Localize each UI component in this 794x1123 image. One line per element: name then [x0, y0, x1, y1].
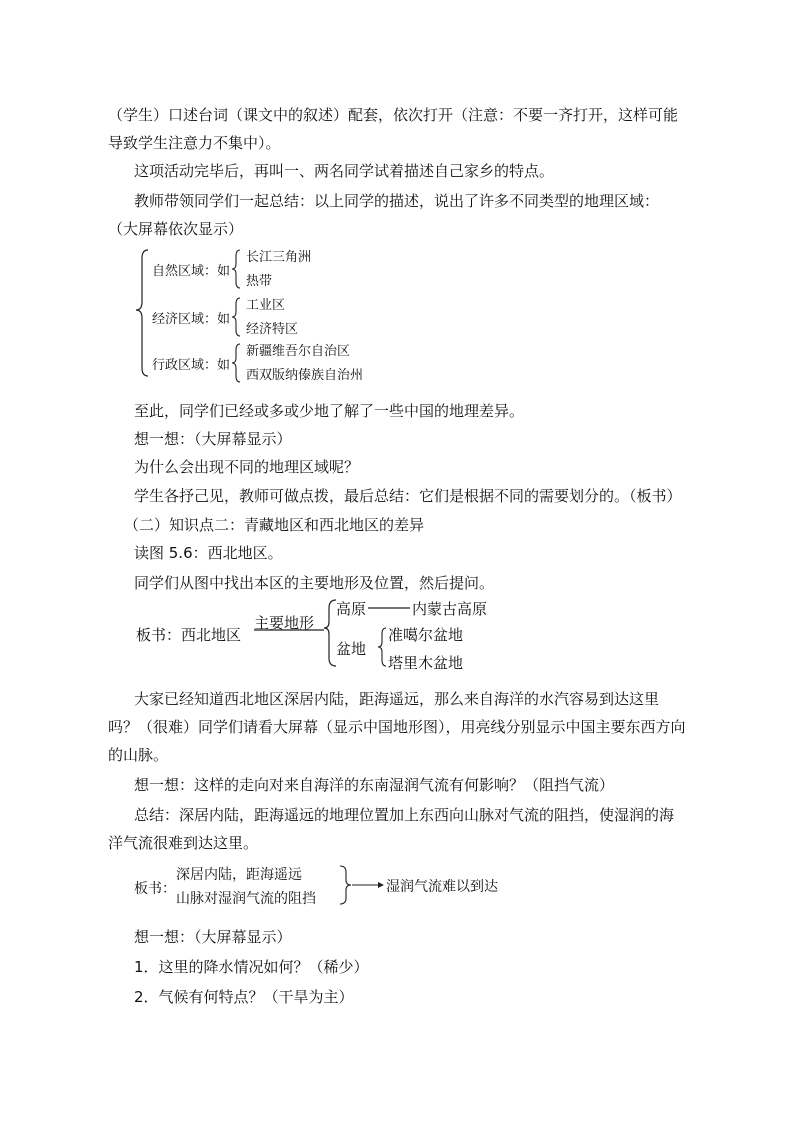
paragraph-line: 大家已经知道西北地区深居内陆，距海遥远，那么来自海洋的水汽容易到达这里	[134, 690, 660, 708]
basin-label: 盆地	[336, 640, 367, 658]
northwest-terrain-board	[130, 594, 510, 674]
summary-line: 洋气流很难到达这里。	[108, 834, 259, 852]
question-item: 2．气候有何特点？（干旱为主）	[134, 988, 354, 1006]
paragraph: 至此，同学们已经或多或少地了解了一些中国的地理差异。	[134, 402, 525, 420]
natural-region-item: 热带	[246, 274, 273, 289]
plateau-label: 高原	[336, 600, 367, 618]
paragraph-line: （大屏幕依次显示）	[108, 220, 244, 238]
result-text: 湿润气流难以到达	[386, 879, 498, 895]
board-main-terrain: 主要地形	[254, 614, 315, 632]
paragraph: 这项活动完毕后，再叫一、两名同学试着描述自己家乡的特点。	[134, 162, 555, 180]
natural-region-item: 长江三角洲	[246, 250, 312, 265]
think-prompt: 想一想：（大屏幕显示）	[134, 430, 292, 448]
think-prompt: 想一想：这样的走向对来自海洋的东南湿润气流有何影响？（阻挡气流）	[134, 776, 615, 794]
think-prompt: 想一想：（大屏幕显示）	[134, 928, 292, 946]
figure-reference: 读图 5.6：西北地区。	[134, 544, 283, 562]
economic-region-item: 经济特区	[246, 322, 299, 337]
paragraph: 同学们从图中找出本区的主要地形及位置，然后提问。	[134, 574, 495, 592]
paragraph-line: 的山脉。	[108, 746, 169, 764]
climate-board	[134, 862, 534, 910]
cause-item: 山脉对湿润气流的阻挡	[176, 891, 316, 907]
board-prefix: 板书：西北地区	[136, 626, 242, 644]
basin-item: 准噶尔盆地	[388, 626, 464, 644]
paragraph-line: 教师带领同学们一起总结：以上同学的描述，说出了许多不同类型的地理区域：	[134, 192, 660, 210]
paragraph-line: 导致学生注意力不集中）。	[108, 134, 281, 152]
question-item: 1．这里的降水情况如何？（稀少）	[134, 958, 369, 976]
economic-region-item: 工业区	[246, 298, 286, 313]
question: 为什么会出现不同的地理区域呢？	[134, 458, 360, 476]
paragraph-line: （学生）口述台词（课文中的叙述）配套，依次打开（注意：不要一齐打开，这样可能	[108, 106, 679, 124]
basin-item: 塔里木盆地	[388, 654, 464, 672]
cause-item: 深居内陆，距海遥远	[176, 867, 302, 883]
summary-line: 总结：深居内陆，距海遥远的地理位置加上东西向山脉对气流的阻挡，使湿润的海	[134, 806, 675, 824]
plateau-name: 内蒙古高原	[412, 600, 488, 618]
paragraph-line: 吗？（很难）同学们请看大屏幕（显示中国地形图），用亮线分别显示中国主要东西方向	[108, 718, 686, 736]
region-classification-diagram	[136, 244, 416, 384]
admin-region-item: 西双版纳傣族自治州	[246, 368, 364, 383]
admin-region-label: 行政区域：如	[152, 358, 231, 373]
economic-region-label: 经济区域：如	[152, 312, 231, 327]
admin-region-item: 新疆维吾尔自治区	[246, 344, 351, 359]
paragraph: 学生各抒己见，教师可做点拨，最后总结：它们是根据不同的需要划分的。（板书）	[134, 487, 682, 505]
board-prefix: 板书：	[134, 881, 176, 897]
section-heading: （二）知识点二：青藏地区和西北地区的差异	[124, 516, 425, 534]
natural-region-label: 自然区域：如	[152, 264, 231, 279]
